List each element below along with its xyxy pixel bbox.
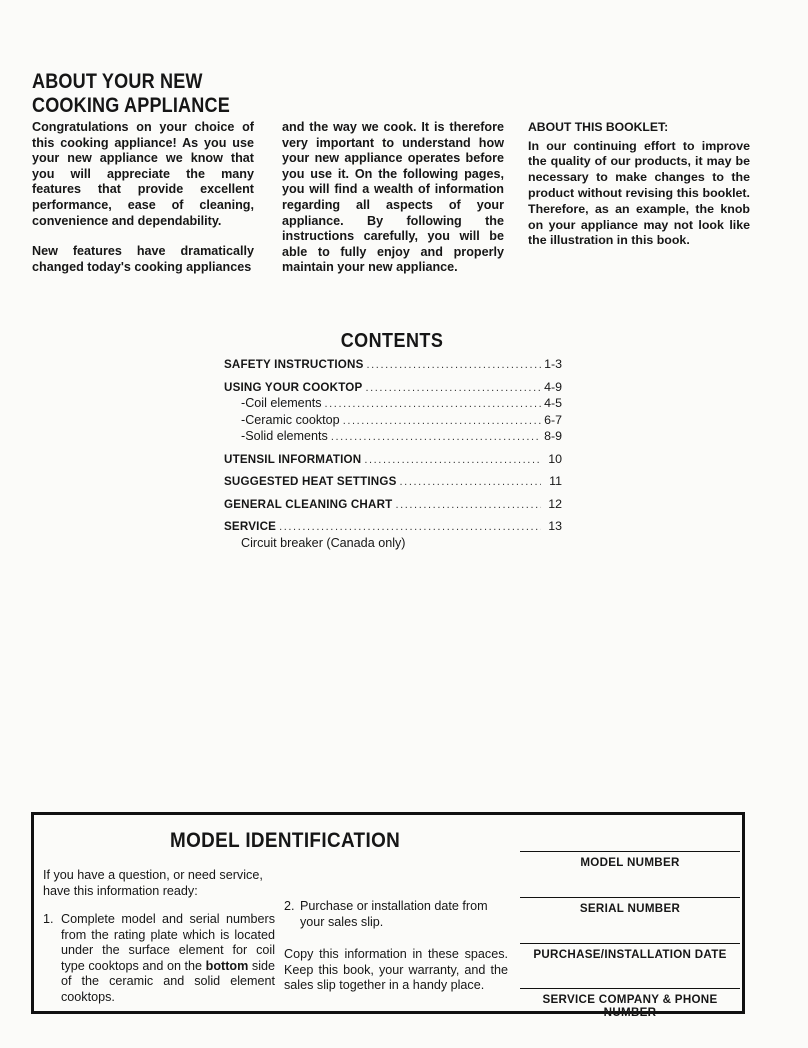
- toc-item-cooktop[interactable]: [224, 379, 562, 396]
- step-1-text-b: side of the ceramic and solid element cooktops.: [61, 958, 275, 1004]
- model-identification-box: [31, 812, 745, 1019]
- toc-item-solid[interactable]: [224, 428, 562, 445]
- toc-label: SUGGESTED HEAT SETTINGS: [224, 475, 397, 488]
- intro-paragraph-3: and the way we cook. It is therefore very important to understand how your new appliance operates before you use it. On the following pages, you will find a wealth of information regarding all aspects of your appliance. By following the instructions carefully, you will be able to fully enjoy and properly maintain your new appliance.: [282, 120, 504, 275]
- toc-leader: [400, 474, 541, 491]
- model-id-copy-instructions: Copy this information in these spaces. Keep this book, your warranty, and the sales slip together in a handy place.: [284, 947, 508, 992]
- toc-item-cleaning[interactable]: [224, 496, 562, 513]
- page-title-line2: COOKING APPLIANCE: [32, 94, 230, 117]
- toc-page: 10: [548, 451, 562, 466]
- booklet-text: In our continuing effort to improve the quality of our products, it may be necessary to make changes to the product without revising this booklet. Therefore, as an example, the knob on your appliance may not look like the illustration in this book.: [528, 138, 750, 248]
- service-company-label: SERVICE COMPANY & PHONE NUMBER: [542, 993, 718, 1019]
- model-id-step-1: [43, 912, 275, 1005]
- model-id-step-2: [284, 899, 512, 930]
- serial-number-field[interactable]: [520, 897, 740, 915]
- toc-label: SERVICE: [224, 520, 277, 533]
- toc-item-utensil[interactable]: [224, 451, 562, 468]
- page-title: [32, 70, 230, 118]
- toc-leader: [343, 413, 541, 430]
- toc-page: 11: [549, 474, 562, 488]
- toc-label: GENERAL CLEANING CHART: [224, 497, 393, 511]
- toc-leader: [325, 396, 542, 413]
- toc-page: 13: [548, 519, 562, 533]
- model-id-intro: If you have a question, or need service, have this information ready:: [43, 868, 263, 898]
- toc-item-service[interactable]: [224, 518, 562, 535]
- toc-leader: [364, 452, 541, 469]
- table-of-contents: [224, 356, 562, 551]
- toc-leader: [365, 380, 541, 397]
- toc-item-ceramic[interactable]: [224, 412, 562, 429]
- toc-page: 8-9: [544, 429, 562, 443]
- toc-label: SAFETY INSTRUCTIONS: [224, 358, 364, 371]
- toc-leader: [331, 429, 541, 446]
- toc-label: USING YOUR COOKTOP: [224, 380, 363, 394]
- toc-leader: [279, 519, 541, 536]
- step-text: [61, 912, 275, 1005]
- step-text: Purchase or installation date from your sales slip.: [300, 899, 488, 929]
- toc-leader: [367, 357, 542, 374]
- toc-page: 1-3: [544, 357, 562, 371]
- model-identification-title: MODEL IDENTIFICATION: [170, 829, 401, 852]
- toc-item-coil[interactable]: [224, 395, 562, 412]
- step-number: 1.: [43, 912, 54, 926]
- booklet-column: [528, 120, 750, 264]
- toc-service-note: Circuit breaker (Canada only): [241, 535, 406, 550]
- toc-leader: [395, 497, 541, 514]
- purchase-date-field[interactable]: [520, 943, 740, 961]
- service-company-field[interactable]: [520, 988, 740, 1019]
- toc-item-safety[interactable]: [224, 356, 562, 373]
- toc-item-heat-settings[interactable]: [224, 473, 562, 490]
- page-title-line1: ABOUT YOUR NEW: [32, 70, 203, 93]
- step-1-text-a: Complete model and serial numbers from the rating plate which is located under the surface element for coil type cooktops and on the: [61, 912, 275, 973]
- serial-number-label: SERIAL NUMBER: [579, 902, 681, 915]
- model-number-field[interactable]: [520, 851, 740, 869]
- purchase-date-label: PURCHASE/INSTALLATION DATE: [533, 948, 727, 961]
- step-number: 2.: [284, 899, 295, 913]
- toc-label: -Ceramic cooktop: [241, 412, 340, 427]
- step-1-emphasis: bottom: [205, 958, 249, 973]
- toc-label: UTENSIL INFORMATION: [224, 452, 362, 466]
- intro-column-1: [32, 120, 254, 290]
- intro-paragraph-2: New features have dramatically changed today's cooking appliances: [32, 244, 254, 274]
- intro-paragraph-1: Congratulations on your choice of this cooking appliance! As you use your new appliance we know that you will appreciate the many features that provide excellent performance, ease of cleaning, convenience and dependability.: [32, 120, 254, 228]
- intro-column-2: [282, 120, 504, 291]
- toc-page: 6-7: [544, 412, 562, 427]
- model-number-label: MODEL NUMBER: [580, 856, 680, 869]
- toc-page: 12: [548, 496, 562, 511]
- contents-title: CONTENTS: [340, 330, 444, 352]
- toc-page: 4-9: [544, 379, 562, 394]
- toc-label: -Coil elements: [241, 396, 322, 410]
- booklet-heading: ABOUT THIS BOOKLET:: [528, 120, 669, 134]
- toc-label: -Solid elements: [241, 429, 328, 443]
- toc-page: 4-5: [544, 396, 562, 410]
